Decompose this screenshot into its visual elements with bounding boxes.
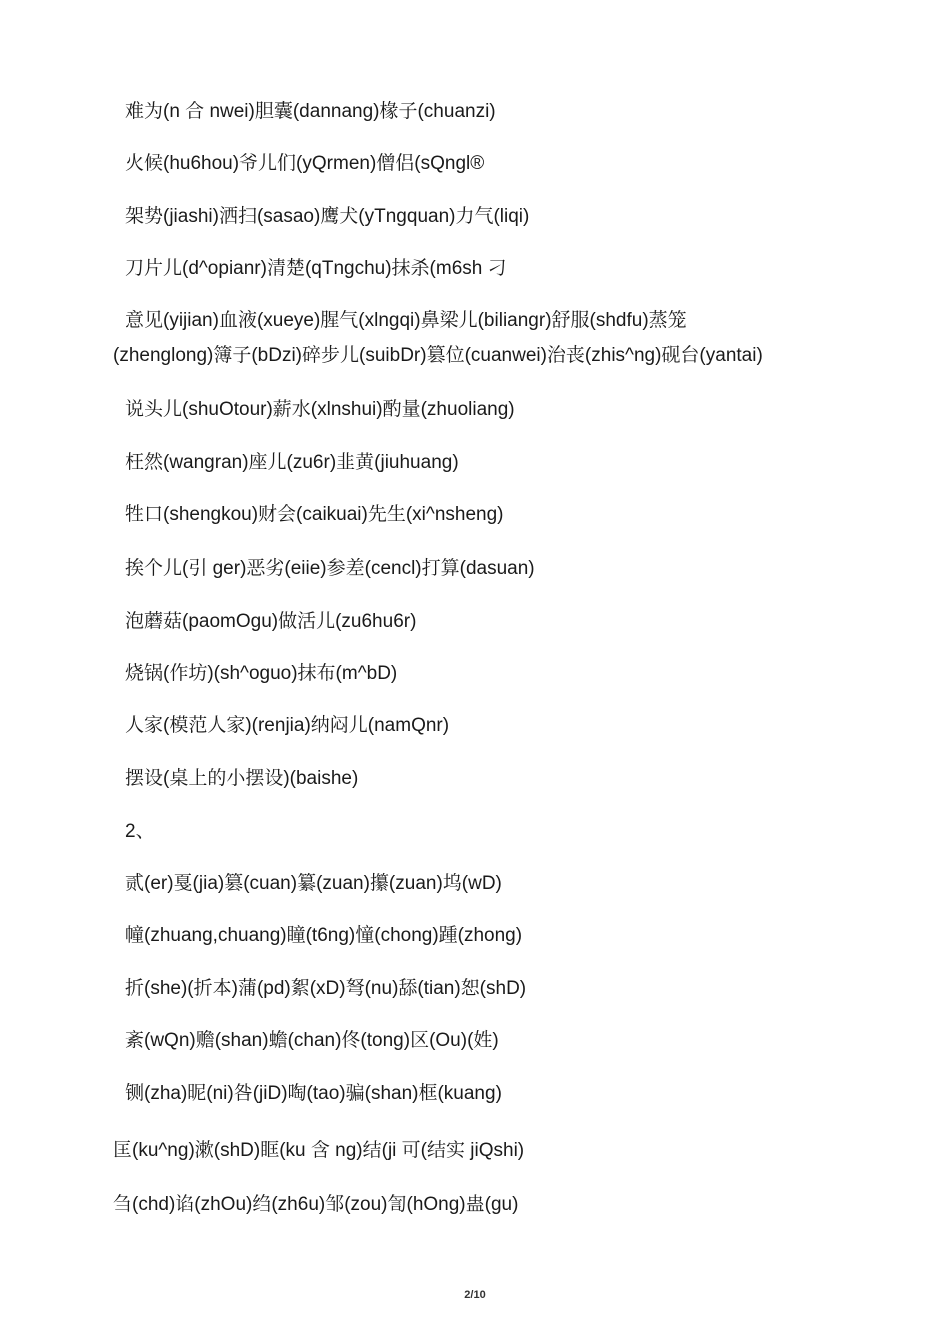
- text-line: 刀片儿(d^opianr)清楚(qTngchu)抹杀(m6sh 刁: [125, 258, 507, 279]
- text-line: 幢(zhuang,chuang)瞳(t6ng)憧(chong)踵(zhong): [125, 925, 523, 946]
- page-number: 2/10: [464, 1289, 486, 1301]
- text-line: 烧锅(作坊)(sh^oguo)抹布(m^bD): [125, 663, 398, 684]
- text-line: (zhenglong)簿子(bDzi)碎步儿(suibDr)篡位(cuanwei)治丧(zhis^ng)砚台(yantai): [113, 345, 763, 366]
- text-line: 折(she)(折本)蒲(pd)絮(xD)弩(nu)舔(tian)恕(shD): [125, 978, 527, 999]
- text-line: 火候(hu6hou)爷儿们(yQrmen)僧侣(sQngl®: [125, 153, 485, 174]
- text-line: 难为(n 合 nwei)胆囊(dannang)椽子(chuanzi): [125, 101, 496, 122]
- text-line: 挨个儿(引 ger)恶劣(eiie)参差(cencl)打算(dasuan): [125, 558, 535, 579]
- text-line: 贰(er)戛(jia)篡(cuan)纂(zuan)攥(zuan)坞(wD): [125, 873, 502, 894]
- text-line: 刍(chd)谄(zhOu)绉(zh6u)邹(zou)訇(hOng)蛊(gu): [113, 1194, 519, 1215]
- text-line: 匡(ku^ng)漱(shD)眶(ku 含 ng)结(ji 可(结实 jiQshi): [113, 1140, 525, 1161]
- text-line: 枉然(wangran)座儿(zu6r)韭黄(jiuhuang): [125, 452, 459, 473]
- text-line: 人家(模范人家)(renjia)纳闷儿(namQnr): [125, 715, 450, 736]
- text-line: 架势(jiashi)洒扫(sasao)鹰犬(yTngquan)力气(liqi): [125, 206, 530, 227]
- text-line: 铡(zha)昵(ni)咎(jiD)啕(tao)骗(shan)框(kuang): [125, 1083, 502, 1104]
- text-line: 意见(yijian)血液(xueye)腥气(xlngqi)鼻梁儿(biliangr)舒服(shdfu)蒸笼: [125, 310, 687, 331]
- text-line: 泡蘑菇(paomOgu)做活儿(zu6hu6r): [125, 611, 417, 632]
- text-line: 说头儿(shuOtour)薪水(xlnshui)酌量(zhuoliang): [125, 399, 515, 420]
- text-line: 摆设(桌上的小摆设)(baishe): [125, 768, 359, 789]
- text-line: 紊(wQn)赡(shan)蟾(chan)佟(tong)区(Ou)(姓): [125, 1030, 499, 1051]
- text-line: 牲口(shengkou)财会(caikuai)先生(xi^nsheng): [125, 504, 504, 525]
- section-number: 2、: [125, 821, 155, 842]
